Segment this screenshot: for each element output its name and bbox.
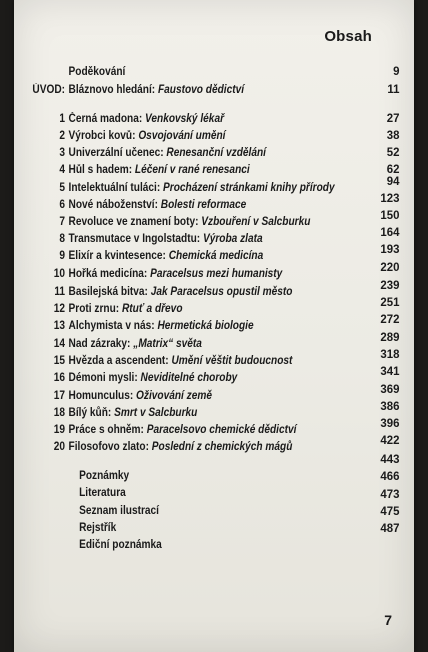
entry-subtitle: Výroba zlata [202, 233, 263, 245]
chapter-number: 2 [59, 130, 66, 142]
entry-main-title: Proti zrnu: [68, 303, 120, 315]
entry-page-number: 443 [380, 454, 400, 466]
entry-subtitle: Oživování země [136, 390, 212, 402]
entry-subtitle: Umění věštit budoucnost [171, 355, 293, 367]
entry-main-title: Filosofovo zlato: [68, 441, 149, 453]
entry-page-number: 251 [380, 297, 400, 309]
entry-main-title: Homunculus: [68, 390, 134, 402]
entry-main-title: Bílý kůň: [68, 407, 112, 419]
entry-main-title: Alchymista v nás: [68, 320, 155, 332]
entry-page-number: 164 [380, 227, 400, 239]
entry-page-number: 52 [386, 147, 400, 159]
entry-main-title: Poděkování [68, 66, 126, 78]
entry-page-number: 11 [387, 84, 400, 96]
entry-subtitle: Léčení v rané renesanci [134, 164, 250, 176]
entry-subtitle: Vzbouření v Salcburku [201, 216, 311, 228]
entry-subtitle: Rtuť a dřevo [121, 303, 183, 315]
entry-subtitle: Jak Paracelsus opustil město [150, 286, 293, 298]
chapter-number: 15 [53, 355, 66, 367]
entry-subtitle: Bolesti reformace [160, 199, 247, 211]
entry-page-number: 9 [393, 66, 400, 78]
toc-entry-acknowledgements [14, 62, 400, 82]
entry-subtitle: Poslední z chemických mágů [151, 441, 293, 453]
chapter-number: 16 [53, 372, 66, 384]
entry-subtitle: Paracelsus mezi humanisty [150, 268, 283, 280]
chapter-number: 4 [59, 164, 66, 176]
chapter-number: 19 [53, 424, 66, 436]
entry-subtitle: Faustovo dědictví [157, 84, 245, 96]
toc-entry-introduction [14, 80, 400, 100]
entry-page-number: 475 [380, 506, 400, 518]
entry-subtitle: Smrt v Salcburku [114, 407, 198, 419]
entry-page-number: 193 [380, 244, 400, 256]
entry-main-title: Nad zázraky: [68, 338, 131, 350]
entry-main-title: Bláznovo hledání: [68, 84, 156, 96]
entry-page-number: 272 [380, 314, 400, 326]
entry-main-title: Výrobci kovů: [68, 130, 136, 142]
entry-page-number: 123 [380, 193, 400, 205]
chapter-number: 10 [53, 268, 66, 280]
entry-page-number: 386 [380, 401, 400, 413]
chapter-number: 5 [59, 182, 66, 194]
chapter-number: 8 [59, 233, 66, 245]
entry-page-number: 94 [386, 176, 400, 188]
entry-main-title: Elixír a kvintesence: [68, 250, 166, 262]
chapter-number: 1 [59, 113, 66, 125]
chapter-number: 18 [53, 407, 66, 419]
entry-main-title: Práce s ohněm: [68, 424, 144, 436]
entry-page-number: 38 [386, 130, 400, 142]
entry-main-title: Rejstřík [79, 522, 117, 534]
entry-main-title: Nové náboženství: [68, 199, 158, 211]
entry-subtitle: Osvojování umění [138, 130, 226, 142]
entry-page-number: 466 [380, 471, 400, 483]
entry-page-number: 422 [380, 435, 400, 447]
chapter-number: 14 [53, 338, 66, 350]
toc-heading: Obsah [324, 28, 372, 45]
entry-page-number: 62 [386, 164, 400, 176]
entry-main-title: Hůl s hadem: [68, 164, 133, 176]
entry-page-number: 396 [380, 418, 400, 430]
entry-page-number: 27 [386, 113, 400, 125]
entry-page-number: 220 [380, 262, 400, 274]
entry-main-title: Basilejská bitva: [68, 286, 148, 298]
chapter-number: 9 [59, 250, 66, 262]
entry-main-title: Poznámky [79, 470, 130, 482]
entry-page-number: 289 [380, 332, 400, 344]
chapter-number: 7 [59, 216, 66, 228]
chapter-number: 13 [53, 320, 66, 332]
entry-label: ÚVOD: [32, 84, 66, 96]
entry-page-number: 369 [380, 384, 400, 396]
entry-main-title: Literatura [79, 487, 126, 499]
page-number: 7 [384, 612, 392, 628]
entry-page-number: 341 [380, 366, 400, 378]
entry-main-title: Démoni mysli: [68, 372, 138, 384]
entry-main-title: Ediční poznámka [79, 539, 162, 551]
entry-main-title: Seznam ilustrací [79, 505, 159, 517]
entry-main-title: Hvězda a ascendent: [68, 355, 169, 367]
entry-subtitle: Chemická medicína [168, 250, 264, 262]
chapter-number: 3 [59, 147, 66, 159]
entry-page-number: 318 [380, 349, 400, 361]
entry-page-number: 487 [380, 523, 400, 535]
chapter-number: 6 [59, 199, 66, 211]
entry-main-title: Hořká medicína: [68, 268, 148, 280]
entry-page-number: 239 [380, 280, 400, 292]
entry-main-title: Intelektuální tuláci: [68, 182, 161, 194]
entry-page-number: 150 [380, 210, 400, 222]
entry-main-title: Transmutace v Ingolstadtu: [68, 233, 201, 245]
entry-subtitle: Neviditelné choroby [140, 372, 238, 384]
chapter-number: 11 [54, 286, 66, 298]
entry-subtitle: Venkovský lékař [145, 113, 225, 125]
entry-subtitle: Renesanční vzdělání [166, 147, 266, 159]
entry-main-title: Univerzální učenec: [68, 147, 164, 159]
entry-subtitle: „Matrix“ světa [133, 338, 202, 350]
entry-subtitle: Hermetická biologie [157, 320, 254, 332]
entry-main-title: Revoluce ve znamení boty: [68, 216, 199, 228]
entry-page-number: 473 [380, 489, 400, 501]
entry-subtitle: Paracelsovo chemické dědictví [146, 424, 297, 436]
chapter-number: 12 [53, 303, 66, 315]
chapter-number: 17 [53, 390, 66, 402]
entry-main-title: Černá madona: [68, 113, 143, 125]
chapter-number: 20 [53, 441, 66, 453]
book-page [14, 0, 414, 652]
entry-subtitle: Procházení stránkami knihy přírody [163, 182, 335, 194]
